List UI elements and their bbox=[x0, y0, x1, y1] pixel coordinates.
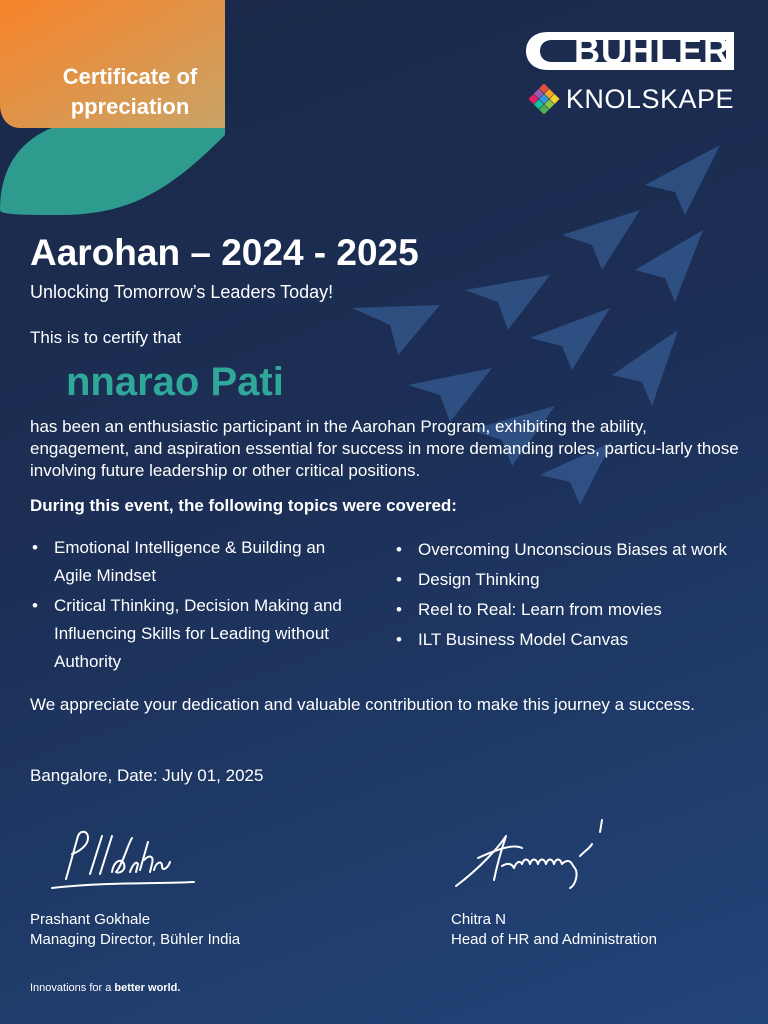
topic-item: • Design Thinking bbox=[394, 566, 734, 594]
signer-name: Chitra N bbox=[451, 911, 507, 928]
topic-item: • Critical Thinking, Decision Making and Influencing Skills for Leading without Authority bbox=[30, 592, 360, 676]
topic-item: • Reel to Real: Learn from movies bbox=[394, 596, 734, 624]
signature-1 bbox=[44, 824, 204, 894]
tagline bbox=[30, 982, 180, 994]
signer-1 bbox=[30, 910, 240, 950]
place-date: Bangalore, Date: July 01, 2025 bbox=[30, 766, 264, 785]
logos bbox=[524, 30, 734, 120]
certificate-body: has been an enthusiastic participant in the Aarohan Program, exhibiting the ability, engagement, and aspiration essential for success in more demanding roles, particu-larly those involving future leadership or other critical positions. bbox=[30, 417, 739, 480]
signer-role: Managing Director, Bühler India bbox=[30, 931, 241, 948]
badge-line-2: ppreciation bbox=[70, 94, 190, 119]
signer-role: Head of HR and Administration bbox=[451, 931, 657, 948]
badge-title bbox=[40, 62, 220, 122]
signer-name: Prashant Gokhale bbox=[30, 911, 151, 928]
tagline-bold: better world. bbox=[114, 982, 181, 994]
signer-2 bbox=[451, 910, 657, 950]
certify-intro: This is to certify that bbox=[30, 328, 182, 347]
knolskape-cube-icon bbox=[528, 83, 560, 115]
topic-item: • ILT Business Model Canvas bbox=[394, 626, 734, 654]
buhler-logo-text: BÜHLER bbox=[574, 30, 730, 71]
topics-list-left bbox=[30, 534, 360, 678]
topic-item: • Emotional Intelligence & Building an Agile Mindset bbox=[30, 534, 360, 590]
topics-list-right bbox=[394, 536, 734, 656]
knolskape-logo bbox=[528, 82, 734, 116]
tagline-prefix: Innovations for a bbox=[30, 982, 115, 994]
topics-heading: During this event, the following topics were covered: bbox=[30, 496, 457, 515]
knolskape-logo-text: KNOLSKAPE bbox=[565, 83, 734, 114]
program-title: Aarohan – 2024 - 2025 bbox=[30, 232, 419, 273]
program-subtitle: Unlocking Tomorrow’s Leaders Today! bbox=[30, 282, 334, 302]
topic-item: • Overcoming Unconscious Biases at work bbox=[394, 536, 734, 564]
recipient-name: nnarao Pati bbox=[66, 360, 284, 404]
signature-2 bbox=[450, 818, 620, 894]
appreciation-text: We appreciate your dedication and valuable contribution to make this journey a success. bbox=[30, 695, 695, 714]
badge-line-1: Certificate of bbox=[62, 64, 198, 89]
